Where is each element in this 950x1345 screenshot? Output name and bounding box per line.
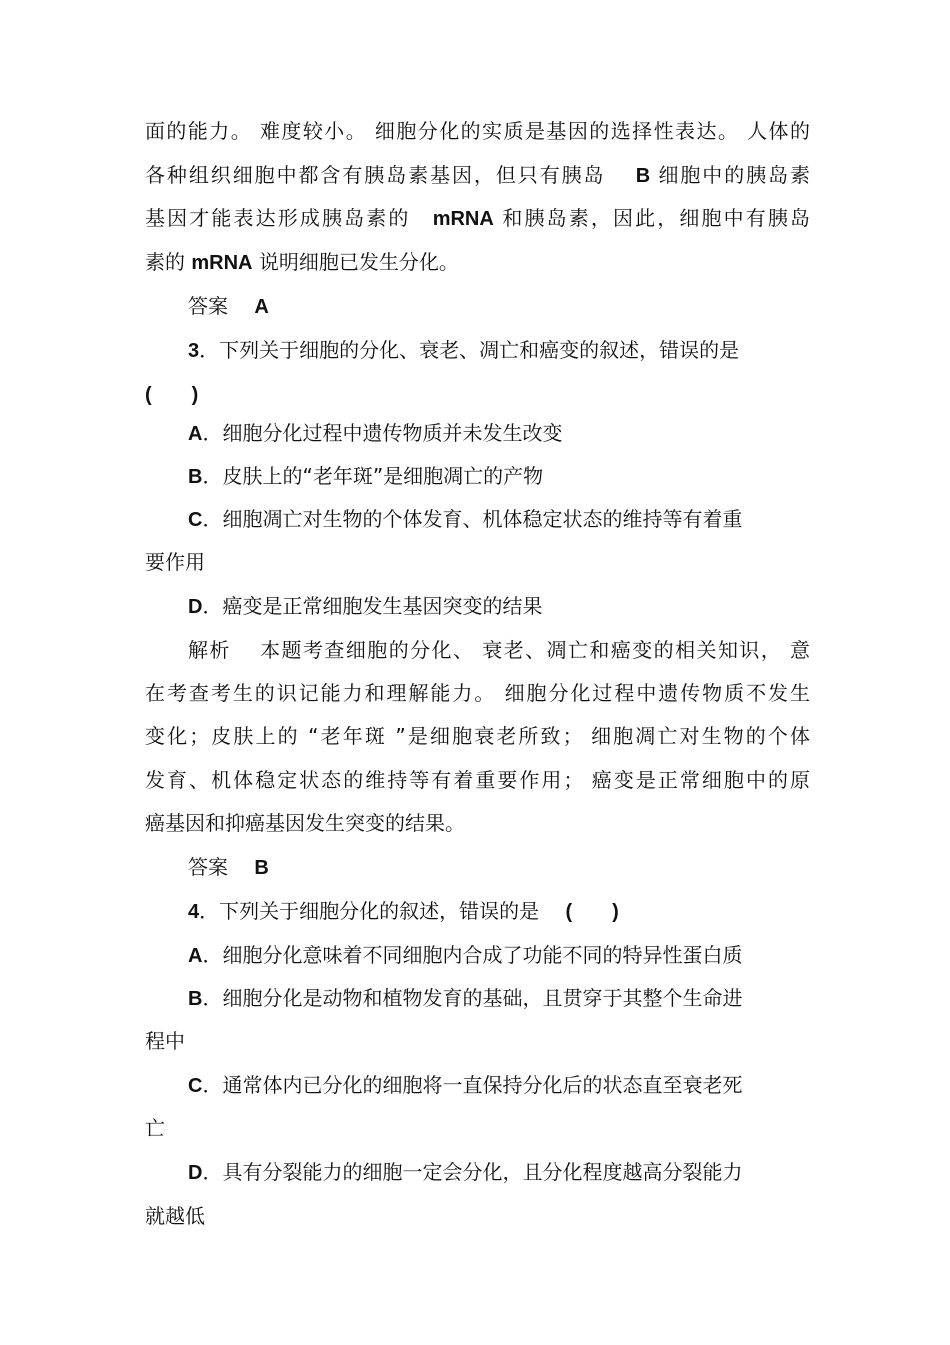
answer-q2 [188, 292, 810, 321]
q3-option-c-cont: 要作用 [145, 550, 205, 574]
q4-option-d: D．具有分裂能力的细胞一定会分化，且分化程度越高分裂能力 [188, 1160, 743, 1184]
q3-stem-text: 下列关于细胞的分化、衰老、凋亡和癌变的叙述，错误的是 [219, 338, 740, 362]
q3-option-c: C．细胞凋亡对生物的个体发育、机体稳定状态的维持等有着重 [188, 507, 743, 531]
q3-analysis-line-3: 变化；皮肤上的 “老年斑 ”是细胞衰老所致； 细胞凋亡对生物的个体 [145, 724, 810, 748]
q3-number: 3 [188, 340, 200, 362]
answer-value: A [254, 296, 269, 318]
continuation-line-2: 各种组织细胞中都含有胰岛素基因，但只有胰岛 B 细胞中的胰岛素 [145, 163, 811, 187]
q4-stem-text: 下列关于细胞分化的叙述，错误的是 [219, 899, 540, 923]
answer-label: 答案 [188, 294, 228, 318]
answer-label: 答案 [188, 855, 228, 879]
q4-option-c: C．通常体内已分化的细胞将一直保持分化后的状态直至衰老死 [188, 1073, 743, 1097]
q4-paren: ( ) [565, 901, 619, 923]
analysis-label: 解析 [188, 638, 231, 662]
q3-option-a: A．细胞分化过程中遗传物质并未发生改变 [188, 421, 563, 445]
continuation-line-4: 素的 mRNA 说明细胞已发生分化。 [145, 250, 459, 274]
q3-analysis-line-4: 发育、机体稳定状态的维持等有着重要作用； 癌变是正常细胞中的原 [145, 768, 810, 792]
answer-q3 [188, 853, 810, 882]
q3-option-b: B．皮肤上的“老年斑”是细胞凋亡的产物 [188, 464, 544, 488]
q3-option-d: D．癌变是正常细胞发生基因突变的结果 [188, 594, 543, 618]
q4-option-a: A．细胞分化意味着不同细胞内合成了功能不同的特异性蛋白质 [188, 943, 743, 967]
q3-paren: ( ) [145, 384, 199, 406]
q4-option-b: B．细胞分化是动物和植物发育的基础，且贯穿于其整个生命进 [188, 986, 743, 1010]
q3-analysis-line-2: 在考查考生的识记能力和理解能力。 细胞分化过程中遗传物质不发生 [145, 681, 810, 705]
continuation-line-1: 面的能力。 难度较小。 细胞分化的实质是基因的选择性表达。 人体的 [145, 119, 810, 143]
q3-analysis-line-5: 癌基因和抑癌基因发生突变的结果。 [145, 811, 465, 835]
q4-stem: 4．下列关于细胞分化的叙述，错误的是 ( ) [188, 899, 619, 923]
q4-option-d-cont: 就越低 [145, 1204, 205, 1228]
continuation-line-3: 基因才能表达形成胰岛素的 mRNA 和胰岛素，因此，细胞中有胰岛 [145, 206, 811, 230]
q3-analysis-line-1: 解析 本题考查细胞的分化、 衰老、凋亡和癌变的相关知识， 意 [188, 638, 811, 662]
answer-value: B [254, 857, 269, 879]
q4-option-b-cont: 程中 [145, 1029, 185, 1053]
q3-stem: 3．下列关于细胞的分化、衰老、凋亡和癌变的叙述，错误的是 [188, 338, 740, 362]
q4-option-c-cont: 亡 [145, 1116, 165, 1140]
q4-number: 4 [188, 901, 200, 923]
